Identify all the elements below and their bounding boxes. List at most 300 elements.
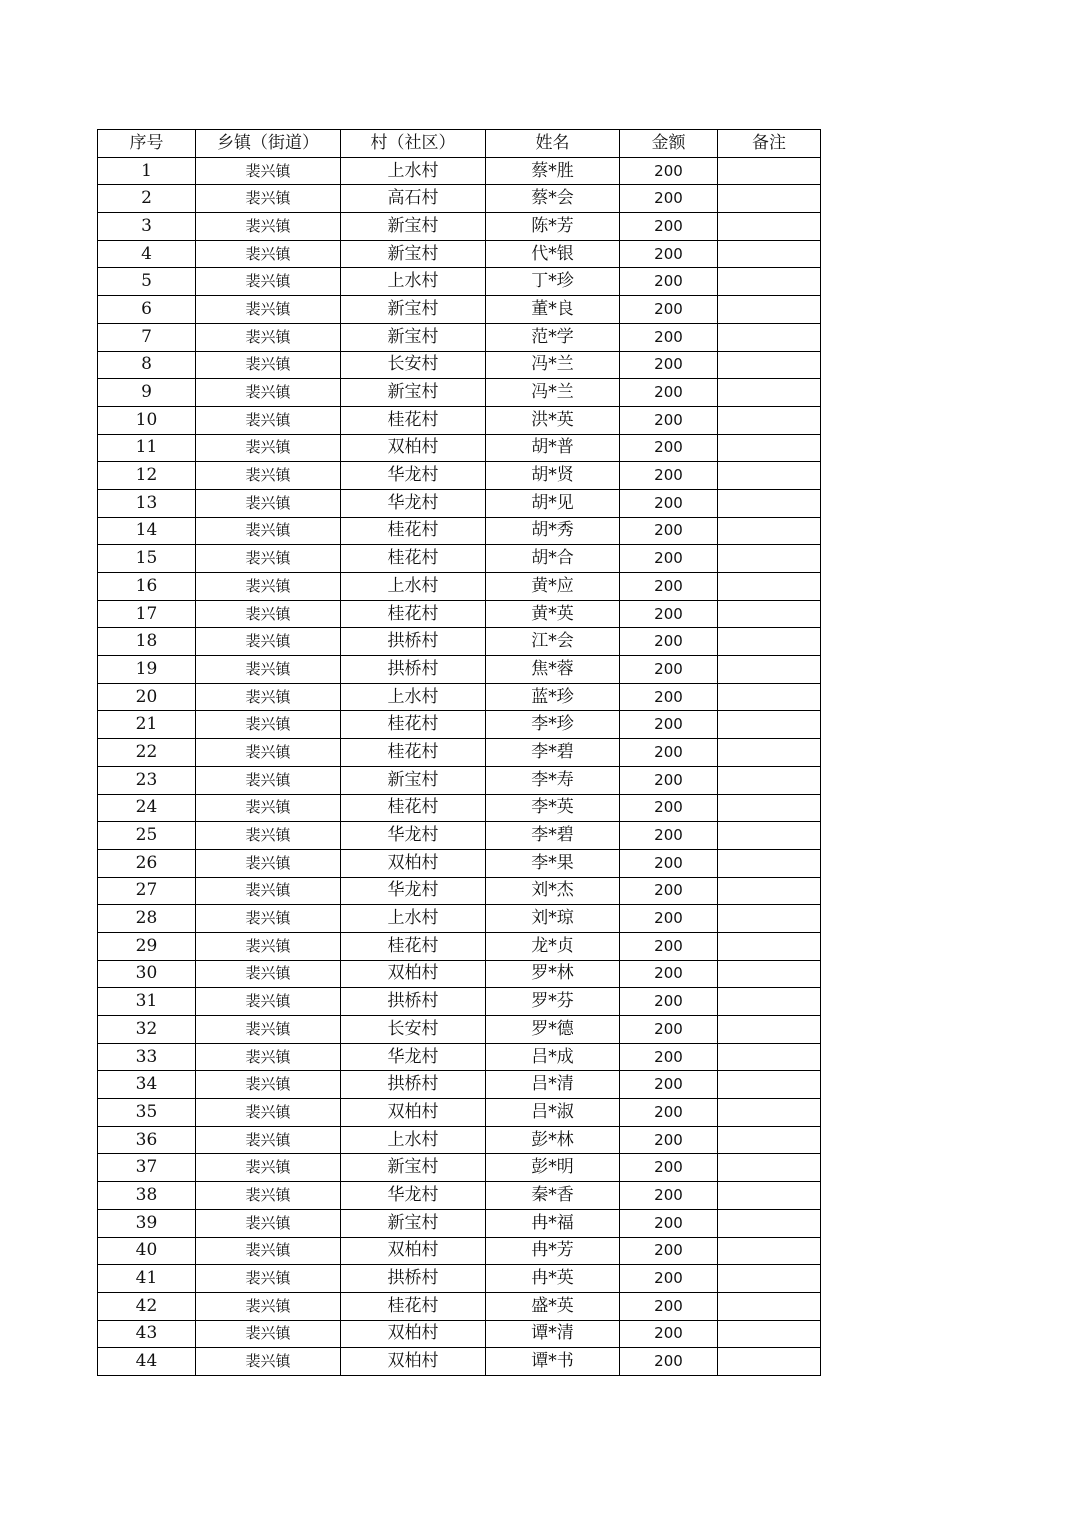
- table-row: [98, 185, 821, 213]
- cell-amount: 200: [620, 1320, 718, 1348]
- cell-village: 新宝村: [341, 323, 486, 351]
- cell-note: [718, 240, 821, 268]
- cell-note: [718, 489, 821, 517]
- cell-index: 19: [98, 656, 196, 684]
- table-row: [98, 545, 821, 573]
- table-row: [98, 462, 821, 490]
- cell-name: 龙*贞: [486, 932, 620, 960]
- cell-note: [718, 766, 821, 794]
- table-row: [98, 600, 821, 628]
- cell-town: 裴兴镇: [196, 905, 341, 933]
- table-row: [98, 988, 821, 1016]
- cell-amount: 200: [620, 379, 718, 407]
- cell-amount: 200: [620, 932, 718, 960]
- cell-town: 裴兴镇: [196, 1126, 341, 1154]
- cell-index: 26: [98, 849, 196, 877]
- cell-index: 27: [98, 877, 196, 905]
- cell-village: 桂花村: [341, 406, 486, 434]
- header-row: [98, 130, 821, 158]
- table-row: [98, 406, 821, 434]
- cell-town: 裴兴镇: [196, 1043, 341, 1071]
- table-row: [98, 434, 821, 462]
- cell-name: 董*良: [486, 296, 620, 324]
- cell-name: 冯*兰: [486, 351, 620, 379]
- cell-note: [718, 1182, 821, 1210]
- table-row: [98, 905, 821, 933]
- cell-name: 罗*林: [486, 960, 620, 988]
- cell-village: 桂花村: [341, 739, 486, 767]
- cell-amount: 200: [620, 711, 718, 739]
- cell-name: 冯*兰: [486, 379, 620, 407]
- table-row: [98, 822, 821, 850]
- cell-town: 裴兴镇: [196, 1182, 341, 1210]
- cell-note: [718, 1126, 821, 1154]
- cell-index: 13: [98, 489, 196, 517]
- cell-amount: 200: [620, 462, 718, 490]
- cell-village: 新宝村: [341, 379, 486, 407]
- cell-town: 裴兴镇: [196, 268, 341, 296]
- roster-table: [97, 129, 821, 1376]
- table-row: [98, 1071, 821, 1099]
- cell-village: 拱桥村: [341, 656, 486, 684]
- cell-amount: 200: [620, 960, 718, 988]
- cell-village: 双柏村: [341, 1348, 486, 1376]
- cell-index: 44: [98, 1348, 196, 1376]
- cell-note: [718, 434, 821, 462]
- cell-town: 裴兴镇: [196, 1154, 341, 1182]
- table-row: [98, 1320, 821, 1348]
- cell-village: 新宝村: [341, 296, 486, 324]
- cell-village: 桂花村: [341, 711, 486, 739]
- cell-amount: 200: [620, 1292, 718, 1320]
- cell-index: 36: [98, 1126, 196, 1154]
- cell-amount: 200: [620, 240, 718, 268]
- cell-index: 25: [98, 822, 196, 850]
- cell-note: [718, 600, 821, 628]
- cell-index: 30: [98, 960, 196, 988]
- table-row: [98, 1182, 821, 1210]
- cell-amount: 200: [620, 1348, 718, 1376]
- cell-town: 裴兴镇: [196, 213, 341, 241]
- cell-village: 华龙村: [341, 822, 486, 850]
- cell-note: [718, 157, 821, 185]
- cell-index: 5: [98, 268, 196, 296]
- cell-index: 43: [98, 1320, 196, 1348]
- cell-name: 李*碧: [486, 739, 620, 767]
- cell-index: 18: [98, 628, 196, 656]
- header-name: 姓名: [486, 130, 620, 158]
- cell-name: 秦*香: [486, 1182, 620, 1210]
- cell-index: 16: [98, 573, 196, 601]
- cell-name: 丁*珍: [486, 268, 620, 296]
- cell-village: 上水村: [341, 573, 486, 601]
- cell-town: 裴兴镇: [196, 406, 341, 434]
- table-row: [98, 573, 821, 601]
- cell-index: 32: [98, 1016, 196, 1044]
- cell-index: 33: [98, 1043, 196, 1071]
- table-row: [98, 240, 821, 268]
- cell-index: 1: [98, 157, 196, 185]
- cell-town: 裴兴镇: [196, 849, 341, 877]
- cell-amount: 200: [620, 545, 718, 573]
- cell-note: [718, 351, 821, 379]
- cell-amount: 200: [620, 1209, 718, 1237]
- cell-note: [718, 711, 821, 739]
- cell-note: [718, 406, 821, 434]
- cell-name: 刘*琼: [486, 905, 620, 933]
- cell-name: 蔡*会: [486, 185, 620, 213]
- cell-village: 桂花村: [341, 1292, 486, 1320]
- header-note: 备注: [718, 130, 821, 158]
- cell-note: [718, 683, 821, 711]
- cell-index: 20: [98, 683, 196, 711]
- cell-note: [718, 905, 821, 933]
- table-row: [98, 1099, 821, 1127]
- cell-name: 吕*淑: [486, 1099, 620, 1127]
- cell-amount: 200: [620, 296, 718, 324]
- cell-village: 华龙村: [341, 1182, 486, 1210]
- cell-index: 8: [98, 351, 196, 379]
- table-row: [98, 683, 821, 711]
- cell-name: 黄*英: [486, 600, 620, 628]
- cell-note: [718, 185, 821, 213]
- cell-note: [718, 1348, 821, 1376]
- cell-amount: 200: [620, 739, 718, 767]
- cell-amount: 200: [620, 766, 718, 794]
- table-row: [98, 1154, 821, 1182]
- cell-name: 蔡*胜: [486, 157, 620, 185]
- cell-town: 裴兴镇: [196, 628, 341, 656]
- cell-index: 2: [98, 185, 196, 213]
- cell-town: 裴兴镇: [196, 489, 341, 517]
- cell-town: 裴兴镇: [196, 766, 341, 794]
- table-row: [98, 379, 821, 407]
- cell-amount: 200: [620, 1182, 718, 1210]
- cell-index: 7: [98, 323, 196, 351]
- cell-note: [718, 1265, 821, 1293]
- cell-amount: 200: [620, 323, 718, 351]
- cell-amount: 200: [620, 628, 718, 656]
- table-row: [98, 517, 821, 545]
- cell-amount: 200: [620, 185, 718, 213]
- cell-note: [718, 323, 821, 351]
- cell-village: 上水村: [341, 1126, 486, 1154]
- cell-name: 蓝*珍: [486, 683, 620, 711]
- cell-town: 裴兴镇: [196, 462, 341, 490]
- cell-village: 上水村: [341, 157, 486, 185]
- table-row: [98, 268, 821, 296]
- cell-index: 3: [98, 213, 196, 241]
- cell-amount: 200: [620, 489, 718, 517]
- cell-name: 洪*英: [486, 406, 620, 434]
- cell-note: [718, 573, 821, 601]
- cell-village: 新宝村: [341, 240, 486, 268]
- cell-note: [718, 1237, 821, 1265]
- cell-note: [718, 739, 821, 767]
- cell-village: 长安村: [341, 351, 486, 379]
- cell-village: 上水村: [341, 268, 486, 296]
- cell-village: 拱桥村: [341, 1071, 486, 1099]
- cell-name: 冉*福: [486, 1209, 620, 1237]
- cell-name: 李*碧: [486, 822, 620, 850]
- cell-village: 双柏村: [341, 960, 486, 988]
- cell-index: 29: [98, 932, 196, 960]
- cell-town: 裴兴镇: [196, 351, 341, 379]
- cell-amount: 200: [620, 988, 718, 1016]
- table-row: [98, 323, 821, 351]
- cell-name: 冉*英: [486, 1265, 620, 1293]
- table-body: [98, 157, 821, 1375]
- cell-name: 李*珍: [486, 711, 620, 739]
- cell-index: 23: [98, 766, 196, 794]
- cell-index: 41: [98, 1265, 196, 1293]
- cell-village: 新宝村: [341, 766, 486, 794]
- cell-index: 39: [98, 1209, 196, 1237]
- cell-village: 华龙村: [341, 877, 486, 905]
- cell-town: 裴兴镇: [196, 1265, 341, 1293]
- cell-index: 22: [98, 739, 196, 767]
- table-row: [98, 351, 821, 379]
- cell-amount: 200: [620, 905, 718, 933]
- cell-name: 谭*清: [486, 1320, 620, 1348]
- cell-note: [718, 379, 821, 407]
- cell-amount: 200: [620, 1071, 718, 1099]
- cell-note: [718, 656, 821, 684]
- cell-index: 15: [98, 545, 196, 573]
- cell-index: 12: [98, 462, 196, 490]
- cell-amount: 200: [620, 1265, 718, 1293]
- header-index: 序号: [98, 130, 196, 158]
- cell-note: [718, 296, 821, 324]
- cell-village: 华龙村: [341, 489, 486, 517]
- cell-index: 31: [98, 988, 196, 1016]
- cell-amount: 200: [620, 573, 718, 601]
- cell-amount: 200: [620, 268, 718, 296]
- cell-town: 裴兴镇: [196, 434, 341, 462]
- cell-note: [718, 822, 821, 850]
- cell-name: 江*会: [486, 628, 620, 656]
- table-row: [98, 656, 821, 684]
- cell-town: 裴兴镇: [196, 1292, 341, 1320]
- cell-town: 裴兴镇: [196, 379, 341, 407]
- header-amount: 金额: [620, 130, 718, 158]
- cell-index: 4: [98, 240, 196, 268]
- cell-amount: 200: [620, 1099, 718, 1127]
- cell-amount: 200: [620, 1154, 718, 1182]
- cell-index: 38: [98, 1182, 196, 1210]
- cell-town: 裴兴镇: [196, 1209, 341, 1237]
- cell-town: 裴兴镇: [196, 932, 341, 960]
- cell-name: 盛*英: [486, 1292, 620, 1320]
- cell-index: 21: [98, 711, 196, 739]
- cell-amount: 200: [620, 1016, 718, 1044]
- cell-town: 裴兴镇: [196, 656, 341, 684]
- table-row: [98, 1237, 821, 1265]
- cell-town: 裴兴镇: [196, 1237, 341, 1265]
- cell-note: [718, 1154, 821, 1182]
- cell-name: 黄*应: [486, 573, 620, 601]
- cell-index: 17: [98, 600, 196, 628]
- cell-note: [718, 877, 821, 905]
- cell-name: 吕*清: [486, 1071, 620, 1099]
- cell-name: 彭*明: [486, 1154, 620, 1182]
- cell-town: 裴兴镇: [196, 185, 341, 213]
- cell-amount: 200: [620, 351, 718, 379]
- cell-index: 37: [98, 1154, 196, 1182]
- cell-amount: 200: [620, 849, 718, 877]
- cell-note: [718, 1099, 821, 1127]
- table-row: [98, 1043, 821, 1071]
- cell-village: 桂花村: [341, 517, 486, 545]
- cell-name: 李*果: [486, 849, 620, 877]
- cell-town: 裴兴镇: [196, 683, 341, 711]
- cell-note: [718, 268, 821, 296]
- cell-note: [718, 1209, 821, 1237]
- cell-town: 裴兴镇: [196, 1348, 341, 1376]
- table-row: [98, 296, 821, 324]
- cell-index: 10: [98, 406, 196, 434]
- cell-village: 桂花村: [341, 932, 486, 960]
- cell-amount: 200: [620, 157, 718, 185]
- table-row: [98, 711, 821, 739]
- table-row: [98, 766, 821, 794]
- cell-village: 双柏村: [341, 1099, 486, 1127]
- cell-town: 裴兴镇: [196, 988, 341, 1016]
- cell-name: 陈*芳: [486, 213, 620, 241]
- cell-index: 9: [98, 379, 196, 407]
- cell-village: 新宝村: [341, 1154, 486, 1182]
- cell-name: 李*英: [486, 794, 620, 822]
- cell-name: 李*寿: [486, 766, 620, 794]
- cell-village: 新宝村: [341, 1209, 486, 1237]
- header-town: 乡镇（街道）: [196, 130, 341, 158]
- cell-town: 裴兴镇: [196, 1016, 341, 1044]
- cell-amount: 200: [620, 600, 718, 628]
- cell-note: [718, 988, 821, 1016]
- cell-village: 上水村: [341, 683, 486, 711]
- cell-village: 桂花村: [341, 545, 486, 573]
- table-row: [98, 960, 821, 988]
- cell-name: 刘*杰: [486, 877, 620, 905]
- header-village: 村（社区）: [341, 130, 486, 158]
- table-row: [98, 157, 821, 185]
- cell-index: 6: [98, 296, 196, 324]
- cell-index: 11: [98, 434, 196, 462]
- cell-index: 40: [98, 1237, 196, 1265]
- cell-amount: 200: [620, 656, 718, 684]
- cell-note: [718, 794, 821, 822]
- cell-note: [718, 849, 821, 877]
- table-row: [98, 877, 821, 905]
- cell-note: [718, 213, 821, 241]
- cell-town: 裴兴镇: [196, 296, 341, 324]
- cell-town: 裴兴镇: [196, 822, 341, 850]
- cell-name: 彭*林: [486, 1126, 620, 1154]
- cell-village: 双柏村: [341, 1237, 486, 1265]
- cell-village: 桂花村: [341, 600, 486, 628]
- cell-index: 35: [98, 1099, 196, 1127]
- cell-town: 裴兴镇: [196, 600, 341, 628]
- cell-amount: 200: [620, 1126, 718, 1154]
- cell-note: [718, 932, 821, 960]
- cell-town: 裴兴镇: [196, 323, 341, 351]
- cell-village: 双柏村: [341, 1320, 486, 1348]
- cell-village: 长安村: [341, 1016, 486, 1044]
- cell-name: 胡*普: [486, 434, 620, 462]
- cell-amount: 200: [620, 517, 718, 545]
- cell-note: [718, 462, 821, 490]
- cell-amount: 200: [620, 877, 718, 905]
- table-row: [98, 1348, 821, 1376]
- cell-name: 焦*蓉: [486, 656, 620, 684]
- table-row: [98, 794, 821, 822]
- cell-index: 42: [98, 1292, 196, 1320]
- cell-village: 新宝村: [341, 213, 486, 241]
- cell-town: 裴兴镇: [196, 1099, 341, 1127]
- cell-village: 华龙村: [341, 1043, 486, 1071]
- cell-village: 拱桥村: [341, 1265, 486, 1293]
- cell-town: 裴兴镇: [196, 877, 341, 905]
- cell-village: 双柏村: [341, 434, 486, 462]
- cell-name: 胡*见: [486, 489, 620, 517]
- cell-town: 裴兴镇: [196, 739, 341, 767]
- cell-amount: 200: [620, 434, 718, 462]
- cell-index: 28: [98, 905, 196, 933]
- cell-town: 裴兴镇: [196, 517, 341, 545]
- cell-name: 谭*书: [486, 1348, 620, 1376]
- cell-name: 胡*贤: [486, 462, 620, 490]
- cell-village: 双柏村: [341, 849, 486, 877]
- cell-name: 罗*芬: [486, 988, 620, 1016]
- cell-index: 34: [98, 1071, 196, 1099]
- cell-town: 裴兴镇: [196, 711, 341, 739]
- cell-index: 24: [98, 794, 196, 822]
- table-row: [98, 213, 821, 241]
- cell-name: 吕*成: [486, 1043, 620, 1071]
- cell-town: 裴兴镇: [196, 1320, 341, 1348]
- cell-village: 华龙村: [341, 462, 486, 490]
- cell-town: 裴兴镇: [196, 794, 341, 822]
- cell-note: [718, 1016, 821, 1044]
- table-row: [98, 1126, 821, 1154]
- cell-name: 代*银: [486, 240, 620, 268]
- cell-name: 胡*合: [486, 545, 620, 573]
- cell-amount: 200: [620, 406, 718, 434]
- cell-name: 冉*芳: [486, 1237, 620, 1265]
- cell-village: 高石村: [341, 185, 486, 213]
- cell-amount: 200: [620, 213, 718, 241]
- table-row: [98, 739, 821, 767]
- cell-amount: 200: [620, 1043, 718, 1071]
- cell-note: [718, 1292, 821, 1320]
- cell-note: [718, 1071, 821, 1099]
- table-row: [98, 1209, 821, 1237]
- cell-note: [718, 960, 821, 988]
- cell-amount: 200: [620, 794, 718, 822]
- cell-town: 裴兴镇: [196, 960, 341, 988]
- cell-town: 裴兴镇: [196, 545, 341, 573]
- cell-town: 裴兴镇: [196, 240, 341, 268]
- cell-note: [718, 1043, 821, 1071]
- table-row: [98, 489, 821, 517]
- cell-amount: 200: [620, 822, 718, 850]
- cell-town: 裴兴镇: [196, 157, 341, 185]
- cell-town: 裴兴镇: [196, 573, 341, 601]
- cell-name: 罗*德: [486, 1016, 620, 1044]
- table-row: [98, 628, 821, 656]
- cell-village: 拱桥村: [341, 628, 486, 656]
- cell-village: 桂花村: [341, 794, 486, 822]
